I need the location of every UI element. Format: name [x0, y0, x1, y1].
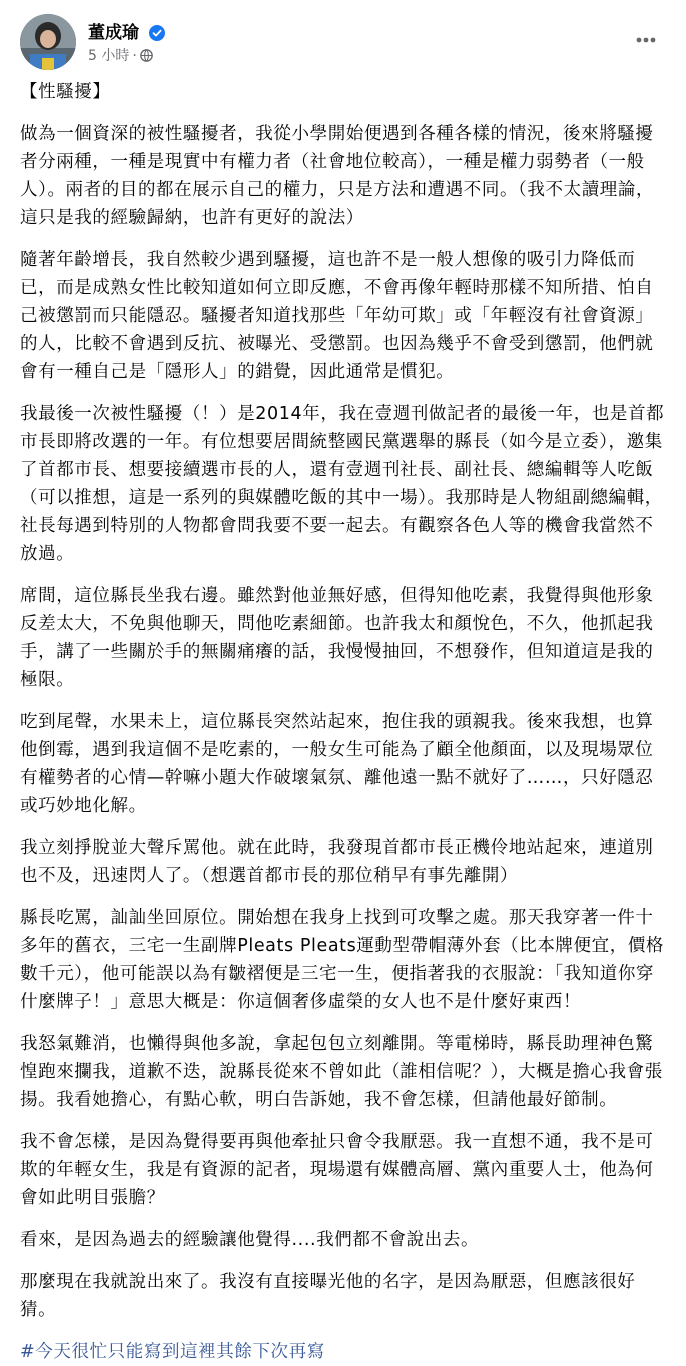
- post-paragraph: 看來，是因為過去的經驗讓他覺得....我們都不會說出去。: [20, 1230, 480, 1250]
- verified-badge-icon: [149, 25, 165, 46]
- avatar[interactable]: [20, 14, 76, 70]
- post-paragraph: 席間，這位縣長坐我右邊。雖然對他並無好感，但得知他吃素，我覺得與他形象反差太大，不免與他聊天，問他吃素細節。也許我太和顏悅色，不久，他抓起我手，講了一些關於手的無關痛癢的話，我慢慢抽回，不想發作，但知道這是我的極限。: [20, 586, 654, 690]
- post-paragraph: 我最後一次被性騷擾（！）是2014年，我在壹週刊做記者的最後一年，也是首都市長即將改選的一年。有位想要居間統整國民黨選舉的縣長（如今是立委），邀集了首都市長、想要接續選市長的人，還有壹週刊社長、副社長、總編輯等人吃飯（可以推想，這是一系列的與媒體吃飯的其中一場）。我那時是人物組副總編輯，社長每遇到特別的人物都會問我要不要一起去。有觀察各色人等的機會我當然不放過。: [20, 404, 665, 564]
- post-paragraph: 我怒氣難消，也懶得與他多說，拿起包包立刻離開。等電梯時，縣長助理神色驚惶跑來攔我，道歉不迭，說縣長從來不曾如此（誰相信呢？），大概是擔心我會張揚。我看她擔心，有點心軟，明白告訴她，我不會怎樣，但請他最好節制。: [20, 1034, 663, 1110]
- hashtag-link[interactable]: #今天很忙只能寫到這裡其餘下次再寫: [20, 1342, 325, 1362]
- post-paragraph: 那麼現在我就說出來了。我沒有直接曝光他的名字，是因為厭惡，但應該很好猜。: [20, 1272, 636, 1320]
- post-paragraph: 縣長吃罵，訕訕坐回原位。開始想在我身上找到可攻擊之處。那天我穿著一件十多年的舊衣，三宅一生副牌Pleats Pleats運動型帶帽薄外套（比本牌便宜，價格數千元），他可能誤以為有皺褶便是三宅一生，便指著我的衣服說：「我知道你穿什麼牌子！」意思大概是：你這個奢侈虛榮的女人也不是什麼好東西！: [20, 908, 665, 1012]
- meta-separator: ·: [132, 48, 137, 64]
- post-paragraph: 我不會怎樣，是因為覺得要再與他牽扯只會令我厭惡。我一直想不通，我不是可欺的年輕女生，我是有資源的記者，現場還有媒體高層、黨內重要人士，他為何會如此明目張膽？: [20, 1132, 654, 1208]
- post-timestamp[interactable]: 5 小時: [88, 48, 130, 64]
- post-paragraph: 我立刻掙脫並大聲斥罵他。就在此時，我發現首都市長正機伶地站起來，連道別也不及，迅速閃人了。（想選首都市長的那位稍早有事先離開）: [20, 838, 654, 886]
- post-title: 【性騷擾】: [20, 82, 111, 102]
- globe-icon[interactable]: [140, 49, 153, 66]
- post-paragraph: 吃到尾聲，水果未上，這位縣長突然站起來，抱住我的頭親我。後來我想，也算他倒霉，遇到我這個不是吃素的，一般女生可能為了顧全他顏面，以及現場眾位有權勢者的心情—幹嘛小題大作破壞氣氛、離他遠一點不就好了……，只好隱忍或巧妙地化解。: [20, 712, 654, 816]
- more-options-icon[interactable]: [630, 30, 662, 50]
- post-body: [20, 78, 668, 1366]
- post-header: [20, 12, 670, 72]
- post-paragraph: 做為一個資深的被性騷擾者，我從小學開始便遇到各種各樣的情況，後來將騷擾者分兩種，一種是現實中有權力者（社會地位較高），一種是權力弱勢者（一般人）。兩者的目的都在展示自己的權力，只是方法和遭遇不同。（我不太讀理論，這只是我的經驗歸納，也許有更好的說法）: [20, 124, 655, 228]
- author-name-text[interactable]: 董成瑜: [88, 23, 139, 43]
- post-paragraph: 隨著年齡增長，我自然較少遇到騷擾，這也許不是一般人想像的吸引力降低而已，而是成熟女性比較知道如何立即反應，不會再像年輕時那樣不知所措、怕自己被懲罰而只能隱忍。騷擾者知道找那些「年幼可欺」或「年輕沒有社會資源」的人，比較不會遇到反抗、被曝光、受懲罰。也因為幾乎不會受到懲罰，他們就會有一種自己是「隱形人」的錯覺，因此通常是慣犯。: [20, 250, 654, 382]
- post-meta: [88, 45, 153, 66]
- author-name[interactable]: [88, 18, 165, 46]
